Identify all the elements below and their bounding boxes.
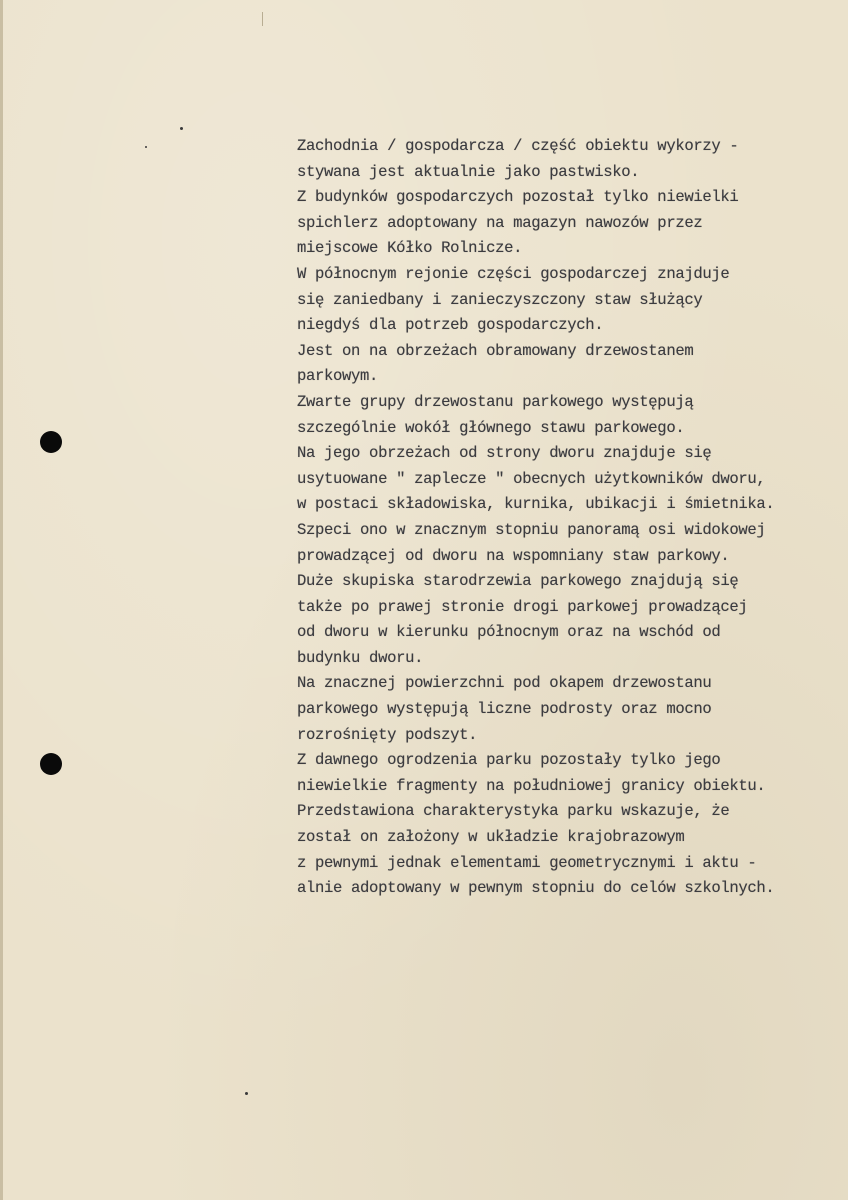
ink-speck bbox=[245, 1092, 248, 1095]
text-line: Z dawnego ogrodzenia parku pozostały tylko jego bbox=[297, 751, 721, 770]
text-line: Na jego obrzeżach od strony dworu znajduje się bbox=[297, 444, 712, 463]
text-line: Na znacznej powierzchni pod okapem drzewostanu bbox=[297, 674, 712, 693]
text-line: parkowego występują liczne podrosty oraz mocno bbox=[297, 700, 712, 719]
text-line: od dworu w kierunku północnym oraz na wschód od bbox=[297, 623, 721, 642]
text-line: szczególnie wokół głównego stawu parkowego. bbox=[297, 418, 685, 437]
ink-speck bbox=[145, 146, 147, 148]
text-line: się zaniedbany i zanieczyszczony staw służący bbox=[297, 290, 703, 309]
text-line: budynku dworu. bbox=[297, 648, 424, 667]
text-line: prowadzącej od dworu na wspomniany staw parkowy. bbox=[297, 546, 730, 565]
text-line: Szpeci ono w znacznym stopniu panoramą osi widokowej bbox=[297, 520, 766, 539]
text-line: miejscowe Kółko Rolnicze. bbox=[297, 239, 523, 258]
text-line: usytuowane " zaplecze " obecnych użytkowników dworu, bbox=[297, 469, 766, 488]
text-line: w postaci składowiska, kurnika, ubikacji i śmietnika. bbox=[297, 495, 775, 514]
punch-hole-bottom bbox=[40, 753, 62, 775]
text-line: niewielkie fragmenty na południowej granicy obiektu. bbox=[297, 776, 766, 795]
text-line: Z budynków gospodarczych pozostał tylko niewielki bbox=[297, 188, 739, 207]
text-line: z pewnymi jednak elementami geometrycznymi i aktu - bbox=[297, 853, 757, 872]
text-line: Jest on na obrzeżach obramowany drzewostanem bbox=[297, 341, 694, 360]
text-line: Zwarte grupy drzewostanu parkowego występują bbox=[297, 392, 694, 411]
text-line: został on założony w układzie krajobrazowym bbox=[297, 828, 685, 847]
text-line: Przedstawiona charakterystyka parku wskazuje, że bbox=[297, 802, 730, 821]
text-line: W północnym rejonie części gospodarczej znajduje bbox=[297, 264, 730, 283]
paper-mark bbox=[262, 12, 263, 26]
text-line: spichlerz adoptowany na magazyn nawozów przez bbox=[297, 213, 703, 232]
text-line: parkowym. bbox=[297, 367, 379, 386]
typewritten-text bbox=[297, 134, 827, 902]
ink-speck bbox=[180, 127, 183, 130]
text-line: także po prawej stronie drogi parkowej prowadzącej bbox=[297, 597, 748, 616]
text-line: Zachodnia / gospodarcza / część obiektu wykorzy - bbox=[297, 137, 739, 155]
punch-hole-top bbox=[40, 431, 62, 453]
text-line: alnie adoptowany w pewnym stopniu do celów szkolnych. bbox=[297, 879, 775, 898]
text-line: stywana jest aktualnie jako pastwisko. bbox=[297, 162, 640, 181]
text-line: Duże skupiska starodrzewia parkowego znajdują się bbox=[297, 572, 739, 591]
page-edge bbox=[0, 0, 3, 1200]
text-line: rozrośnięty podszyt. bbox=[297, 725, 478, 744]
text-line: niegdyś dla potrzeb gospodarczych. bbox=[297, 316, 604, 335]
